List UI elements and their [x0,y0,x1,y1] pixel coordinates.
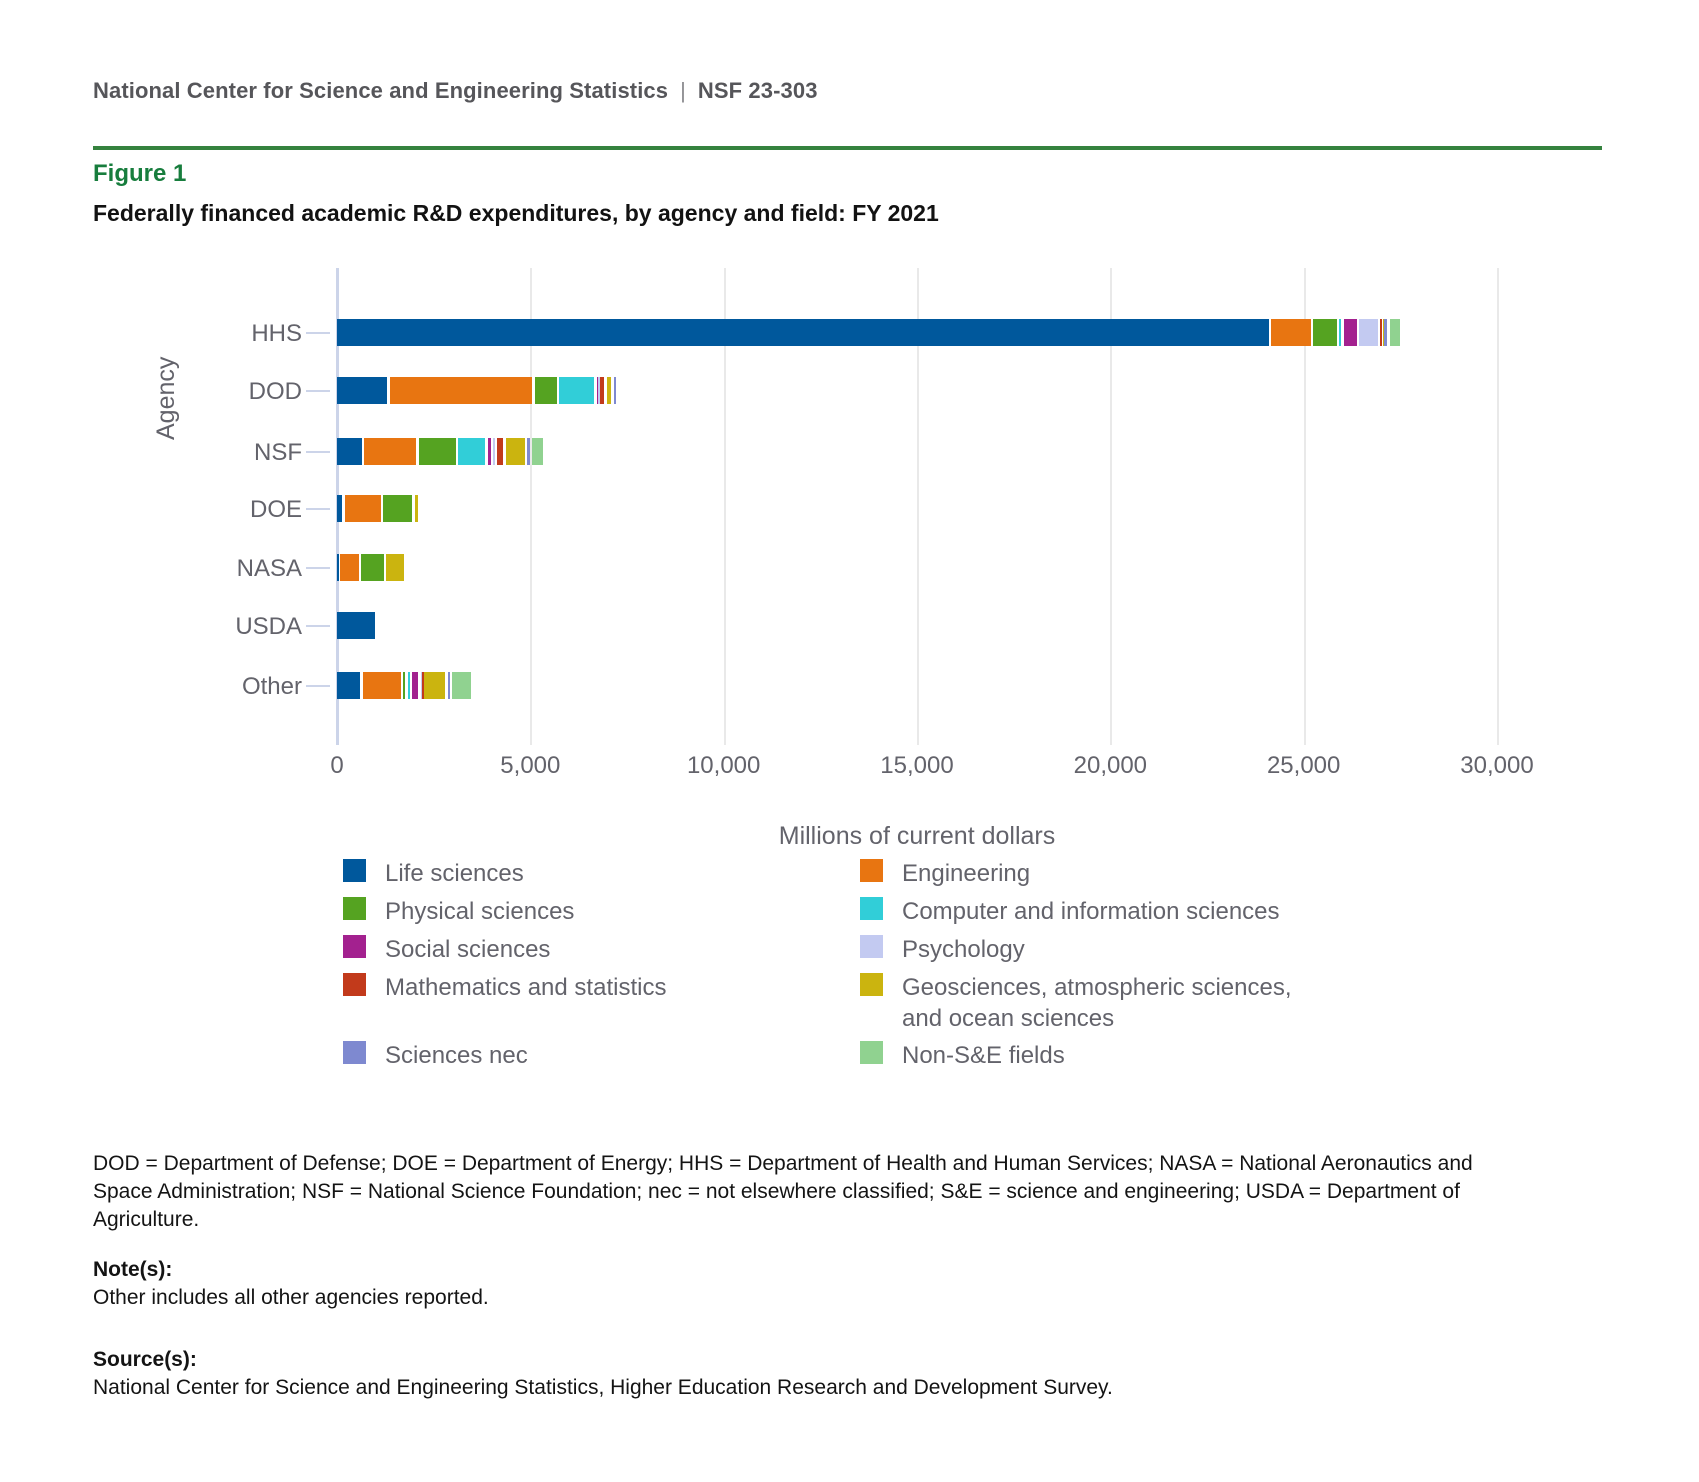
y-tick-mark [306,390,330,392]
bar-segment [614,377,616,404]
notes-label: Note(s): [93,1258,173,1281]
legend-swatch [343,973,366,996]
y-axis-label-nasa: NASA [236,555,302,582]
x-tick-label: 25,000 [1266,752,1341,779]
bar-segment [337,612,375,639]
legend-label: Geosciences, atmospheric sciences, and ocean sciences [902,974,1292,1032]
y-axis-label-dod: DOD [248,378,302,405]
bar-segment [364,438,416,465]
green-divider-rule [93,146,1602,150]
bar-row-dod [337,377,1497,404]
bar-row-nsf [337,438,1497,465]
bar-segment [607,377,611,404]
bar-segment [1339,319,1341,346]
bar-segment [419,438,456,465]
bar-segment [408,672,410,699]
bar-segment [1344,319,1357,346]
y-tick-mark [306,332,330,334]
bar-segment [386,554,404,581]
bar-segment [337,319,1269,346]
chart-plot-area [337,268,1497,745]
bar-segment [1390,319,1400,346]
y-axis-label-hhs: HHS [251,320,302,347]
bar-segment [383,495,412,522]
publication-number: NSF 23-303 [697,78,818,103]
y-axis-label-other: Other [241,673,302,700]
bar-segment [535,377,557,404]
x-tick-label: 10,000 [686,752,761,779]
report-header [93,78,818,104]
x-tick-label: 5,000 [500,752,561,779]
abbreviation-note: DOD = Department of Defense; DOE = Department of Energy; HHS = Department of Health and Human Services; NASA = National Aeronautics and Space Administration; NSF = National Science Foundation; nec = not elsewhere classified; S&E = science and engineering; USDA = Department of Agriculture. [93,1152,1473,1231]
gridline [1497,268,1499,745]
y-tick-mark [306,685,330,687]
bar-segment [493,438,495,465]
y-axis-title: Agency [152,356,180,440]
bar-row-doe [337,495,1497,522]
bar-segment [424,672,445,699]
x-tick-label: 30,000 [1460,752,1534,779]
y-axis-label-doe: DOE [249,496,302,523]
legend-label: Engineering [902,860,1031,887]
bar-segment [1271,319,1310,346]
figure-title: Federally financed academic R&D expenditures, by agency and field: FY 2021 [93,200,939,226]
bar-segment [415,495,418,522]
bar-segment [458,438,485,465]
bar-segment [361,554,384,581]
legend-swatch [860,859,883,882]
bar-segment [1313,319,1336,346]
legend-swatch [860,935,883,958]
legend-label: Computer and information sciences [902,898,1280,925]
bar-segment [448,672,450,699]
y-tick-mark [306,508,330,510]
legend-swatch [343,935,366,958]
y-tick-mark [306,567,330,569]
bar-segment [345,495,381,522]
x-tick-label: 15,000 [880,752,954,779]
bar-segment [497,438,503,465]
bar-segment [337,554,339,581]
legend-label: Sciences nec [385,1042,528,1069]
bar-segment [412,672,418,699]
y-tick-mark [306,451,330,453]
legend-swatch [860,1041,883,1064]
bar-segment [600,377,604,404]
bar-segment [506,438,525,465]
bar-segment [363,672,401,699]
source-label: Source(s): [93,1348,197,1371]
legend-label: Mathematics and statistics [385,974,667,1001]
bar-segment [488,438,491,465]
bar-row-nasa [337,554,1497,581]
y-axis-label-nsf: NSF [254,439,302,466]
bar-row-other [337,672,1497,699]
legend-swatch [860,897,883,920]
legend-swatch [860,973,883,996]
bar-segment [559,377,594,404]
bar-segment [403,672,405,699]
org-name: National Center for Science and Engineering Statistics [93,78,669,103]
legend-label: Psychology [902,936,1025,963]
legend-label: Life sciences [385,860,524,887]
bar-segment [337,377,387,404]
x-tick-label: 20,000 [1073,752,1148,779]
legend-label: Physical sciences [385,898,575,925]
notes-text: Other includes all other agencies reported. [93,1286,489,1309]
source-text: National Center for Science and Engineering Statistics, Higher Education Research and Development Survey. [93,1376,1113,1399]
bar-row-usda [337,612,1497,639]
bar-segment [337,672,360,699]
bar-segment [1380,319,1382,346]
bar-segment [340,554,359,581]
x-tick-label: 0 [330,752,344,779]
bar-row-hhs [337,319,1497,346]
header-separator: | [680,78,686,103]
x-axis-title: Millions of current dollars [778,822,1056,850]
bar-segment [452,672,470,699]
bar-segment [337,438,362,465]
legend-label: Non-S&E fields [902,1042,1065,1069]
legend-swatch [343,897,366,920]
legend-swatch [343,1041,366,1064]
legend-label: Social sciences [385,936,551,963]
legend-swatch [343,859,366,882]
bar-segment [1359,319,1377,346]
bar-segment [1384,319,1387,346]
bar-segment [532,438,543,465]
bar-segment [390,377,532,404]
bar-segment [337,495,342,522]
figure-label: Figure 1 [93,160,187,187]
y-axis-label-usda: USDA [235,613,302,640]
y-tick-mark [306,625,330,627]
bar-segment [527,438,530,465]
